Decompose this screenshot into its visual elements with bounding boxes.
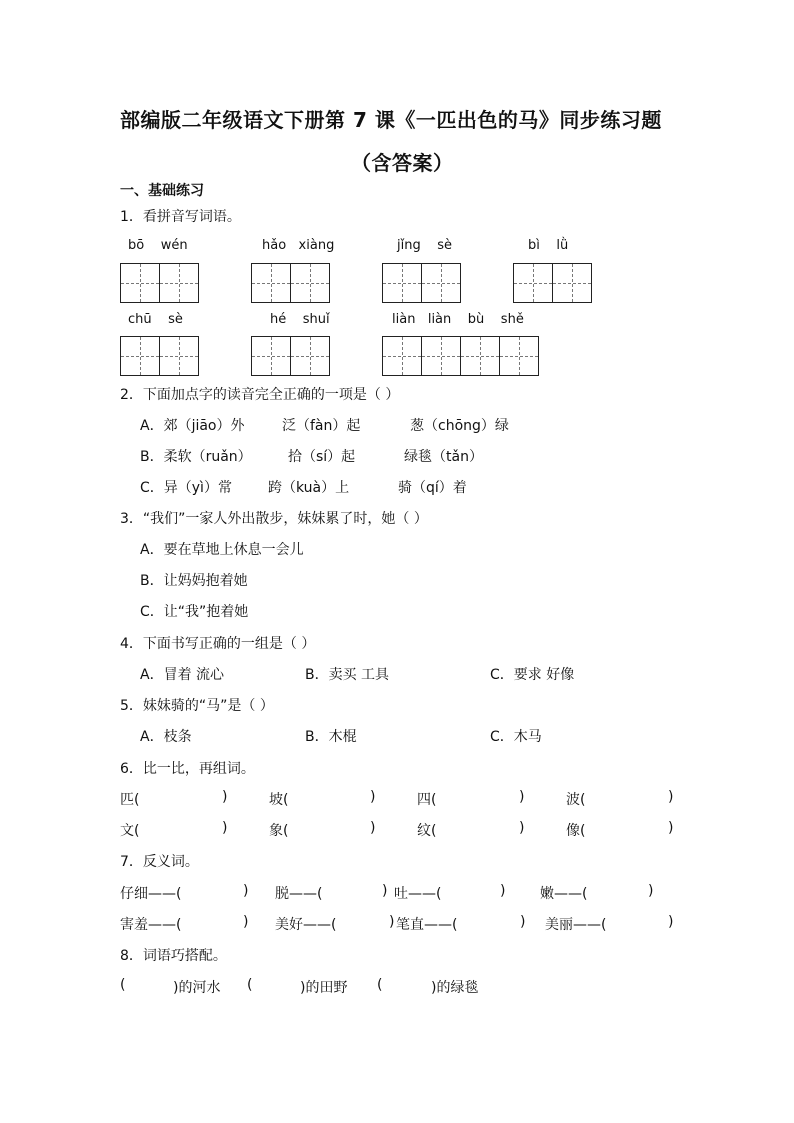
page-subtitle: （含答案）: [351, 151, 454, 175]
q3-option-a: A．要在草地上休息一会儿: [140, 542, 304, 558]
close-paren: ): [668, 789, 674, 805]
antonym-6: 美好——(: [275, 917, 337, 933]
writing-grid-5[interactable]: [120, 336, 199, 376]
question-4-stem: 4．下面书写正确的一组是（ ）: [120, 636, 316, 652]
pinyin-3: jǐng sè: [397, 238, 453, 253]
question-7-stem: 7．反义词。: [120, 854, 199, 870]
open-paren: (: [247, 977, 253, 993]
q3-option-b: B．让妈妈抱着她: [140, 573, 248, 589]
q4-option-b: B．卖买 工具: [305, 667, 390, 683]
option-c-3: 骑（qí）着: [398, 480, 467, 496]
q4-option-c: C．要求 好像: [490, 667, 575, 683]
pinyin-7: liàn liàn bù shě: [392, 312, 524, 327]
writing-grid-1[interactable]: [120, 263, 199, 303]
close-paren: ): [222, 789, 228, 805]
tian-cell[interactable]: [120, 263, 160, 303]
tian-cell[interactable]: [159, 263, 199, 303]
tian-cell[interactable]: [382, 263, 422, 303]
antonym-7: 笔直——(: [396, 917, 458, 933]
writing-grid-4[interactable]: [513, 263, 592, 303]
tian-cell[interactable]: [159, 336, 199, 376]
compare-word-7: 纹(: [417, 823, 437, 839]
antonym-8: 美丽——(: [545, 917, 607, 933]
close-paren: ): [668, 820, 674, 836]
page-title: 部编版二年级语文下册第 7 课《一匹出色的马》同步练习题: [120, 108, 662, 132]
open-paren: (: [120, 977, 126, 993]
close-paren: ): [382, 883, 388, 899]
antonym-1: 仔细——(: [120, 886, 182, 902]
writing-grid-7[interactable]: [382, 336, 539, 376]
tian-cell[interactable]: [251, 336, 291, 376]
compare-word-3: 四(: [417, 792, 437, 808]
compare-word-1: 匹(: [120, 792, 140, 808]
pinyin-6: hé shuǐ: [270, 312, 330, 327]
pinyin-2: hǎo xiàng: [262, 238, 335, 253]
question-1-stem: 1．看拼音写词语。: [120, 209, 241, 225]
tian-cell[interactable]: [251, 263, 291, 303]
phrase-river: )的河水: [173, 980, 221, 996]
close-paren: ): [648, 883, 654, 899]
tian-cell[interactable]: [382, 336, 422, 376]
question-3-stem: 3．“我们”一家人外出散步，妹妹累了时，她（ ）: [120, 511, 428, 527]
option-a-3: 葱（chōng）绿: [410, 418, 509, 434]
q3-option-c: C．让“我”抱着她: [140, 604, 249, 620]
question-5-stem: 5．妹妹骑的“马”是（ ）: [120, 698, 274, 714]
antonym-5: 害羞——(: [120, 917, 182, 933]
question-8-stem: 8．词语巧搭配。: [120, 948, 227, 964]
tian-cell[interactable]: [421, 336, 461, 376]
tian-cell[interactable]: [290, 336, 330, 376]
option-c-1: C．异（yì）常: [140, 480, 232, 496]
option-a-2: 泛（fàn）起: [282, 418, 361, 434]
pinyin-4: bì lǜ: [528, 238, 569, 253]
tian-cell[interactable]: [120, 336, 160, 376]
close-paren: ): [222, 820, 228, 836]
option-a-1: A．郊（jiāo）外: [140, 418, 245, 434]
writing-grid-2[interactable]: [251, 263, 330, 303]
antonym-3: 吐——(: [394, 886, 442, 902]
tian-cell[interactable]: [460, 336, 500, 376]
close-paren: ): [370, 820, 376, 836]
phrase-field: )的田野: [300, 980, 348, 996]
section-heading: 一、基础练习: [120, 183, 204, 199]
question-2-stem: 2．下面加点字的读音完全正确的一项是（ ）: [120, 387, 400, 403]
option-c-2: 跨（kuà）上: [268, 480, 350, 496]
q5-option-a: A．枝条: [140, 729, 192, 745]
tian-cell[interactable]: [421, 263, 461, 303]
close-paren: ): [500, 883, 506, 899]
close-paren: ): [519, 789, 525, 805]
compare-word-4: 波(: [566, 792, 586, 808]
question-6-stem: 6．比一比，再组词。: [120, 761, 255, 777]
tian-cell[interactable]: [499, 336, 539, 376]
option-b-2: 拾（sí）起: [288, 449, 356, 465]
pinyin-5: chū sè: [128, 312, 183, 327]
close-paren: ): [389, 914, 395, 930]
open-paren: (: [377, 977, 383, 993]
close-paren: ): [370, 789, 376, 805]
antonym-4: 嫩——(: [540, 886, 588, 902]
close-paren: ): [520, 914, 526, 930]
q4-option-a: A．冒着 流心: [140, 667, 225, 683]
phrase-carpet: )的绿毯: [431, 980, 479, 996]
writing-grid-3[interactable]: [382, 263, 461, 303]
compare-word-2: 坡(: [269, 792, 289, 808]
option-b-1: B．柔软（ruǎn）: [140, 449, 252, 465]
compare-word-8: 像(: [566, 823, 586, 839]
close-paren: ): [668, 914, 674, 930]
compare-word-5: 文(: [120, 823, 140, 839]
q5-option-c: C．木马: [490, 729, 542, 745]
close-paren: ): [519, 820, 525, 836]
tian-cell[interactable]: [513, 263, 553, 303]
pinyin-1: bō wén: [128, 238, 188, 253]
writing-grid-6[interactable]: [251, 336, 330, 376]
compare-word-6: 象(: [269, 823, 289, 839]
antonym-2: 脱——(: [275, 886, 323, 902]
tian-cell[interactable]: [290, 263, 330, 303]
q5-option-b: B．木棍: [305, 729, 357, 745]
tian-cell[interactable]: [552, 263, 592, 303]
option-b-3: 绿毯（tǎn）: [404, 449, 483, 465]
close-paren: ): [243, 883, 249, 899]
close-paren: ): [243, 914, 249, 930]
